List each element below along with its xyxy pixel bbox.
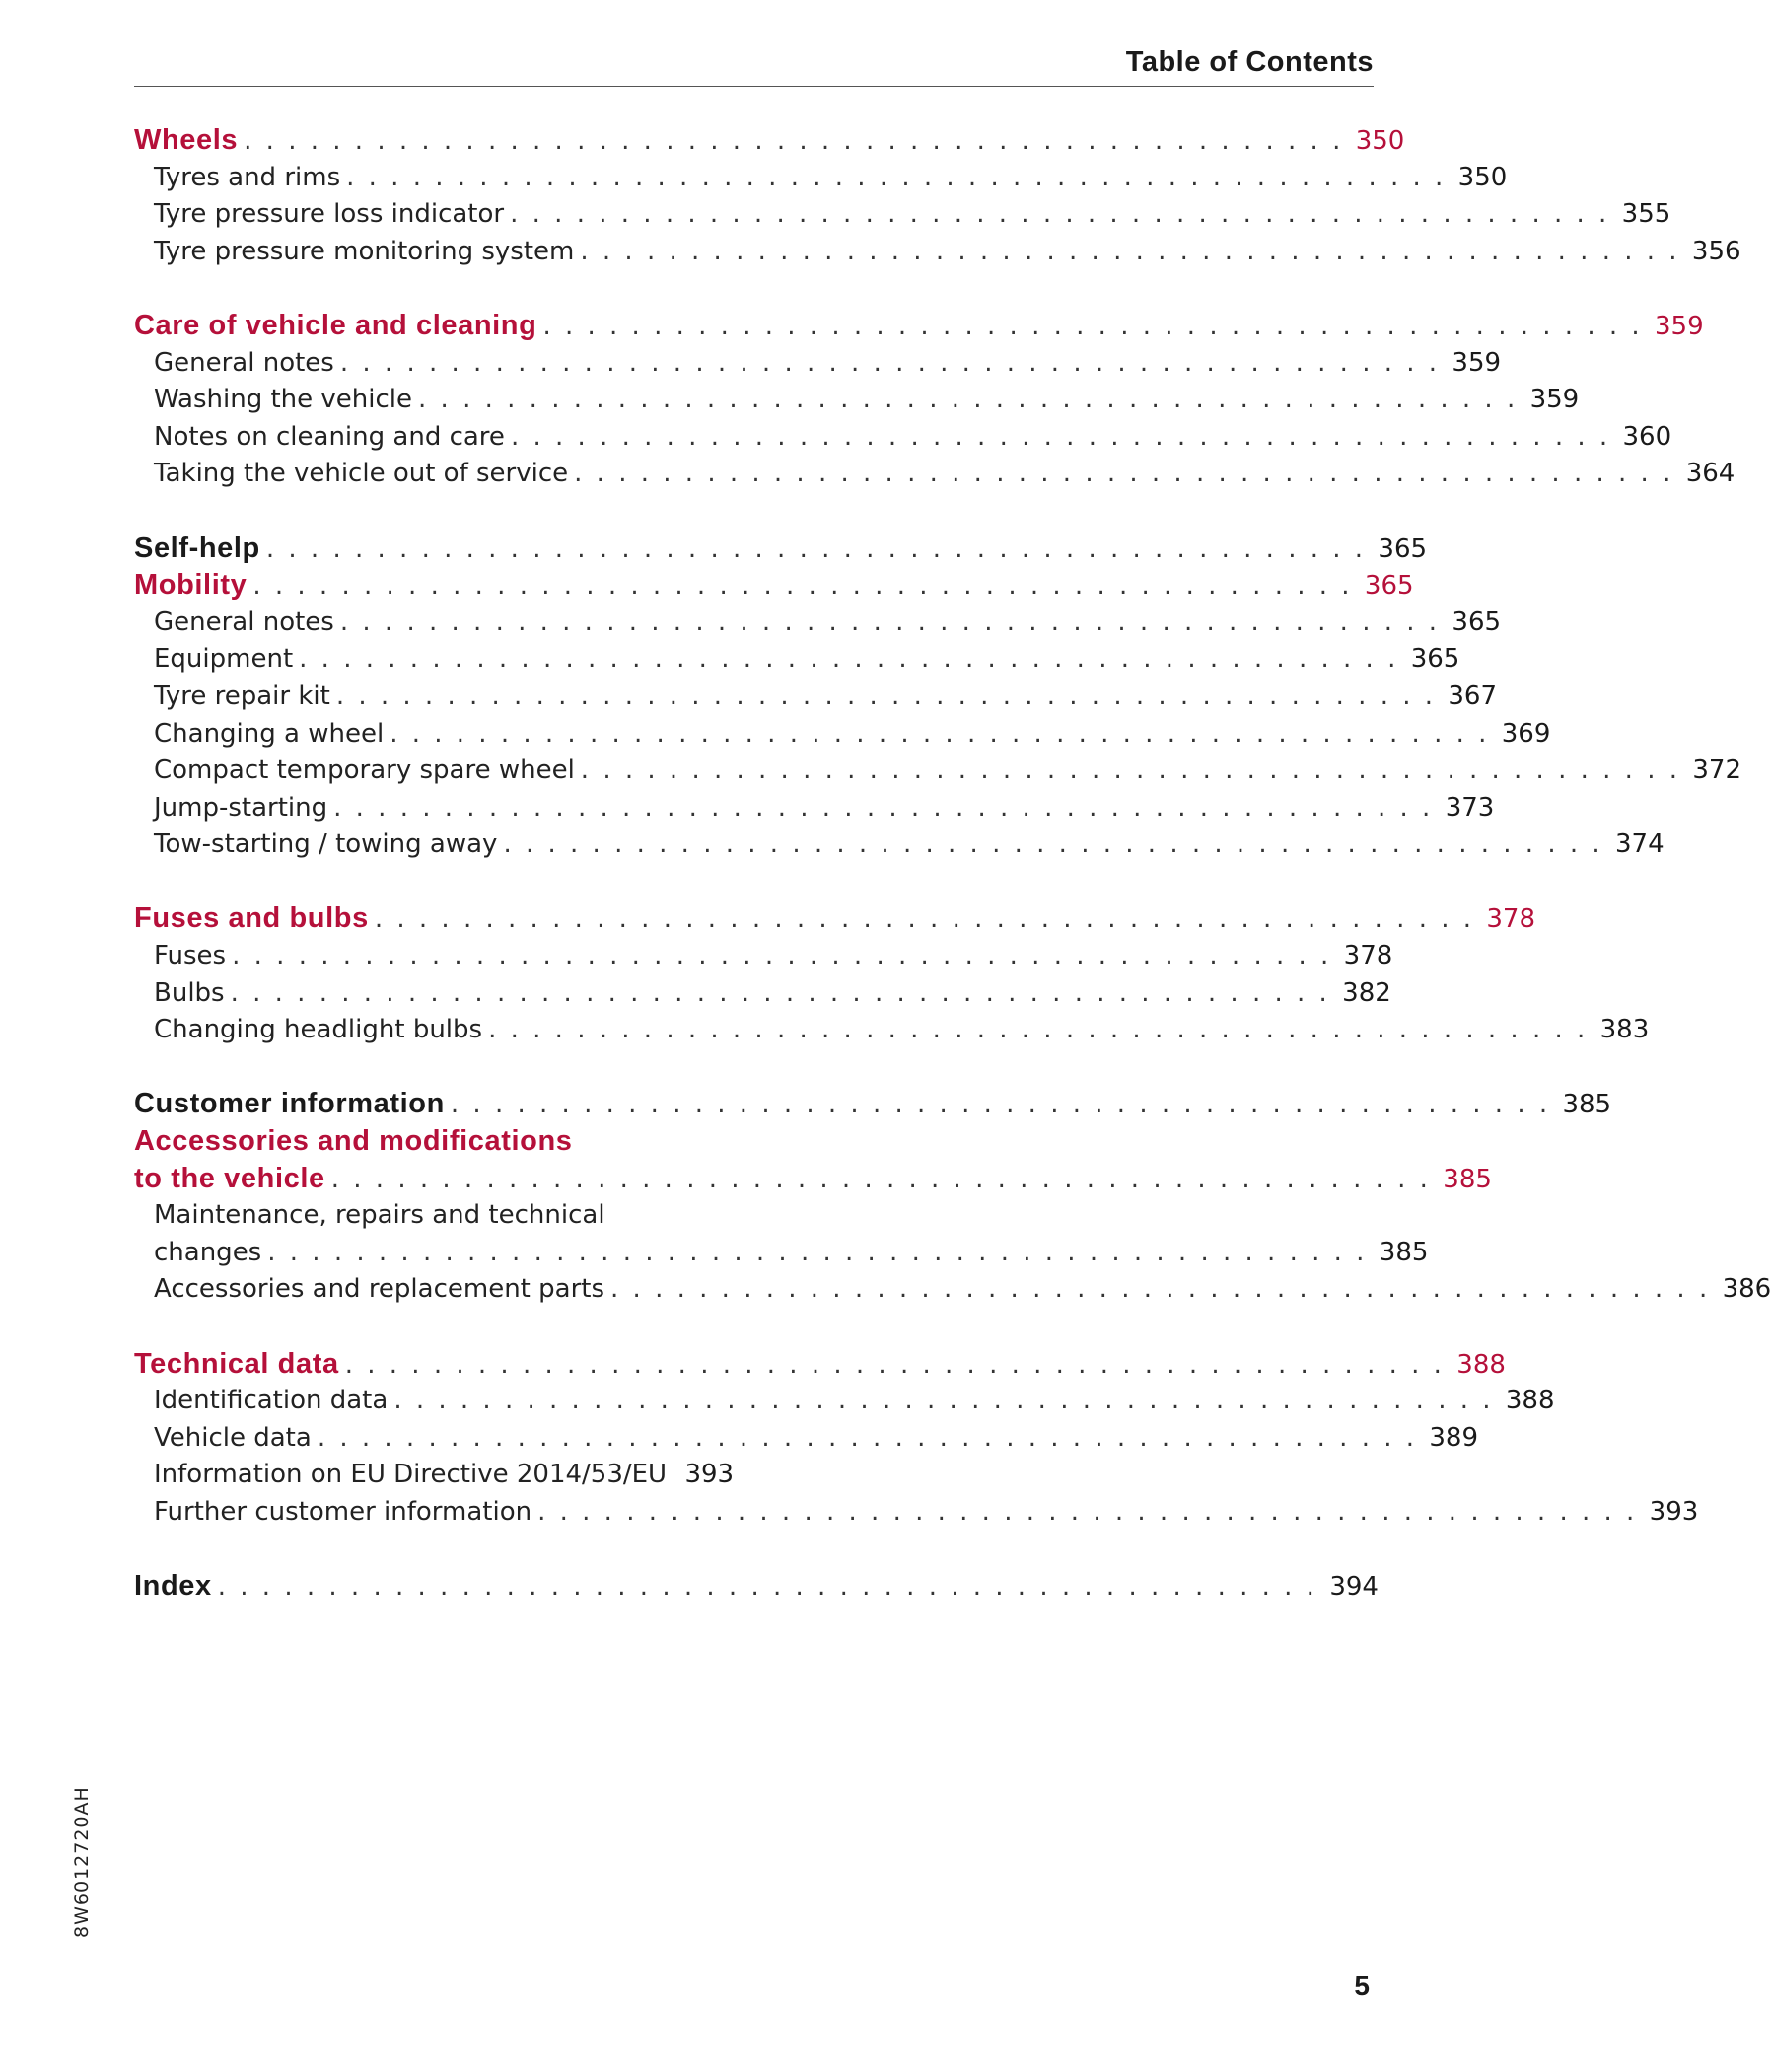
toc-page-number: 388 bbox=[1456, 1349, 1506, 1380]
dot-leader: . . . . . . . . . . . . . . . . . . . . . . . . . . . . . . . . . . . . . . . . . . . . . . . . . . bbox=[393, 1386, 1494, 1416]
page-number: 5 bbox=[1354, 1970, 1370, 2001]
dot-leader: . . . . . . . . . . . . . . . . . . . . . . . . . . . . . . . . . . . . . . . . . . . . . . . . . . bbox=[510, 199, 1610, 230]
toc-page-number: 365 bbox=[1378, 534, 1428, 564]
toc-entry[interactable] bbox=[134, 382, 1580, 419]
toc-page-number: 359 bbox=[1655, 311, 1704, 341]
toc-entry-label: Jump-starting bbox=[154, 792, 328, 822]
dot-leader: . . . . . . . . . . . . . . . . . . . . . . . . . . . . . . . . . . . . . . . . . . . . . . . . . . bbox=[610, 1274, 1711, 1305]
toc-section-entry[interactable] bbox=[134, 122, 1405, 160]
toc-entry[interactable] bbox=[134, 1383, 1555, 1420]
document-code: 8W6012720AH bbox=[71, 1786, 93, 1938]
toc-entry[interactable] bbox=[134, 1235, 1429, 1272]
dot-leader: . . . . . . . . . . . . . . . . . . . . . . . . . . . . . . . . . . . . . . . . . . . . . . . . . . bbox=[333, 792, 1434, 822]
toc-entry[interactable] bbox=[134, 1197, 726, 1235]
toc-section-entry[interactable] bbox=[134, 567, 1414, 605]
toc-entry-label: Changing headlight bulbs bbox=[154, 1015, 483, 1045]
toc-entry-label: Compact temporary spare wheel bbox=[154, 755, 575, 786]
dot-leader: . . . . . . . . . . . . . . . . . . . . . . . . . . . . . . . . . . . . . . . . . . . . . . . . . . bbox=[339, 607, 1441, 637]
toc-entry-label: Mobility bbox=[134, 569, 248, 602]
dot-leader: . . . . . . . . . . . . . . . . . . . . . . . . . . . . . . . . . . . . . . . . . . . . . . . . . . bbox=[317, 1422, 1418, 1453]
toc-entry[interactable] bbox=[134, 456, 1736, 493]
dot-leader: . . . . . . . . . . . . . . . . . . . . . . . . . . . . . . . . . . . . . . . . . . . . . . . . . . bbox=[217, 1572, 1317, 1603]
dot-leader: . . . . . . . . . . . . . . . . . . . . . . . . . . . . . . . . . . . . . . . . . . . . . . . . . . bbox=[265, 534, 1367, 564]
dot-leader: . . . . . . . . . . . . . . . . . . . . . . . . . . . . . . . . . . . . . . . . . . . . . . . . . . bbox=[542, 311, 1643, 341]
toc-page-number: 369 bbox=[1501, 718, 1551, 749]
dot-leader: . . . . . . . . . . . . . . . . . . . . . . . . . . . . . . . . . . . . . . . . . . . . . . . . . . bbox=[537, 1496, 1638, 1527]
toc-page-number: 385 bbox=[1379, 1237, 1429, 1267]
toc-entry[interactable] bbox=[134, 345, 1502, 383]
toc-entry-label: Changing a wheel bbox=[154, 718, 385, 749]
toc-page-number: 382 bbox=[1342, 977, 1391, 1008]
toc-entry-label: Tyre pressure monitoring system bbox=[154, 236, 575, 266]
toc-section-entry[interactable] bbox=[134, 1086, 1612, 1123]
toc-entry-label: Self-help bbox=[134, 532, 260, 564]
toc-entry-label: Further customer information bbox=[154, 1496, 532, 1527]
toc-entry[interactable] bbox=[134, 716, 1551, 753]
toc-entry[interactable] bbox=[134, 196, 1671, 234]
dot-leader: . . . . . . . . . . . . . . . . . . . . . . . . . . . . . . . . . . . . . . . . . . . . . . . . . . bbox=[330, 1164, 1431, 1194]
dot-leader: . . . . . . . . . . . . . . . . . . . . . . . . . . . . . . . . . . . . . . . . . . . . . . . . . . bbox=[267, 1237, 1368, 1267]
toc-entry-label: Notes on cleaning and care bbox=[154, 421, 505, 452]
dot-leader: . . . . . . . . . . . . . . . . . . . . . . . . . . . . . . . . . . . . . . . . . . . . . . . . . . bbox=[335, 680, 1437, 711]
dot-leader: . . . . . . . . . . . . . . . . . . . . . . . . . . . . . . . . . . . . . . . . . . . . . . . . . . bbox=[230, 977, 1330, 1008]
toc-entry-label: Taking the vehicle out of service bbox=[154, 459, 569, 489]
toc-entry-label: changes bbox=[154, 1237, 262, 1267]
toc-section-entry[interactable] bbox=[134, 531, 1428, 568]
toc-page-number: 389 bbox=[1429, 1422, 1479, 1453]
dot-leader: . . . . . . . . . . . . . . . . . . . . . . . . . . . . . . . . . . . . . . . . . . . . . . . . . . bbox=[344, 1349, 1445, 1380]
toc-entry[interactable] bbox=[134, 938, 1393, 975]
toc-section-entry[interactable] bbox=[134, 900, 1536, 938]
toc-page-number: 365 bbox=[1452, 607, 1502, 637]
dot-leader: . . . . . . . . . . . . . . . . . . . . . . . . . . . . . . . . . . . . . . . . . . . . . . . . . . bbox=[252, 571, 1353, 602]
toc-entry[interactable] bbox=[134, 752, 1741, 790]
toc-page-number: 350 bbox=[1355, 126, 1405, 156]
toc-page-number: 393 bbox=[1649, 1496, 1699, 1527]
toc-page-number: 355 bbox=[1621, 199, 1671, 230]
header-divider bbox=[134, 86, 1374, 87]
table-of-contents bbox=[134, 122, 1771, 1606]
toc-page-number: 359 bbox=[1452, 347, 1502, 378]
toc-entry[interactable] bbox=[134, 234, 1741, 271]
dot-leader: . . . . . . . . . . . . . . . . . . . . . . . . . . . . . . . . . . . . . . . . . . . . . . . . . . bbox=[339, 347, 1441, 378]
toc-section-entry[interactable] bbox=[134, 308, 1704, 345]
toc-entry-label: Accessories and replacement parts bbox=[154, 1274, 605, 1305]
toc-page-number: 383 bbox=[1599, 1015, 1650, 1045]
toc-page-number: 378 bbox=[1486, 904, 1536, 935]
toc-entry-label: General notes bbox=[154, 347, 334, 378]
dot-leader: . . . . . . . . . . . . . . . . . . . . . . . . . . . . . . . . . . . . . . . . . . . . . . . . . . bbox=[418, 385, 1519, 415]
dot-leader: . . . . . . . . . . . . . . . . . . . . . . . . . . . . . . . . . . . . . . . . . . . . . . . . . . bbox=[374, 904, 1475, 935]
dot-leader: . . . . . . . . . . . . . . . . . . . . . . . . . . . . . . . . . . . . . . . . . . . . . . . . . . bbox=[503, 829, 1603, 860]
toc-section-entry[interactable] bbox=[134, 1161, 1492, 1198]
toc-entry-label: Washing the vehicle bbox=[154, 385, 413, 415]
toc-entry-label: Equipment bbox=[154, 644, 294, 675]
toc-entry-label: to the vehicle bbox=[134, 1162, 325, 1194]
toc-page-number: 360 bbox=[1622, 421, 1672, 452]
toc-entry-label: Maintenance, repairs and technical bbox=[154, 1200, 605, 1231]
toc-entry[interactable] bbox=[134, 605, 1502, 642]
toc-entry[interactable] bbox=[134, 790, 1495, 827]
toc-entry-label: Index bbox=[134, 1570, 212, 1603]
dot-leader: . . . . . . . . . . . . . . . . . . . . . . . . . . . . . . . . . . . . . . . . . . . . . . . . . . bbox=[244, 126, 1344, 156]
toc-page-number: 374 bbox=[1615, 829, 1665, 860]
toc-page-number: 364 bbox=[1685, 459, 1736, 489]
toc-entry-label: Wheels bbox=[134, 124, 239, 156]
toc-page-number: 386 bbox=[1722, 1274, 1771, 1305]
toc-entry-label: Information on EU Directive 2014/53/EU bbox=[154, 1460, 668, 1490]
toc-entry-label: Customer information bbox=[134, 1088, 445, 1120]
toc-page-number: 356 bbox=[1691, 236, 1741, 266]
toc-page-number: 373 bbox=[1445, 792, 1495, 822]
dot-leader: . . . . . . . . . . . . . . . . . . . . . . . . . . . . . . . . . . . . . . . . . . . . . . . . . . bbox=[299, 644, 1399, 675]
dot-leader: . . . . . . . . . . . . . . . . . . . . . . . . . . . . . . . . . . . . . . . . . . . . . . . . . . bbox=[346, 162, 1447, 192]
toc-page-number: 350 bbox=[1457, 162, 1508, 192]
toc-entry-label: Fuses and bulbs bbox=[134, 902, 369, 935]
toc-entry[interactable] bbox=[134, 975, 1391, 1013]
dot-leader: . . . . . . . . . . . . . . . . . . . . . . . . . . . . . . . . . . . . . . . . . . . . . . . . . . bbox=[574, 459, 1674, 489]
toc-page-number: 365 bbox=[1364, 571, 1414, 602]
toc-entry-label: Tyre pressure loss indicator bbox=[154, 199, 505, 230]
toc-page-number: 359 bbox=[1529, 385, 1580, 415]
dot-leader: . . . . . . . . . . . . . . . . . . . . . . . . . . . . . . . . . . . . . . . . . . . . . . . . . . bbox=[488, 1015, 1589, 1045]
toc-entry-label: Fuses bbox=[154, 941, 227, 971]
dot-leader: . . . . . . . . . . . . . . . . . . . . . . . . . . . . . . . . . . . . . . . . . . . . . . . . . . bbox=[390, 718, 1490, 749]
toc-entry-label: Accessories and modifications bbox=[134, 1125, 573, 1158]
dot-leader: . . . . . . . . . . . . . . . . . . . . . . . . . . . . . . . . . . . . . . . . . . . . . . . . . . bbox=[580, 755, 1680, 786]
toc-entry-label: Tow-starting / towing away bbox=[154, 829, 498, 860]
toc-page-number: 372 bbox=[1692, 755, 1741, 786]
toc-entry-label: Technical data bbox=[134, 1347, 339, 1380]
toc-entry[interactable] bbox=[134, 1271, 1771, 1309]
toc-page-number: 393 bbox=[684, 1460, 735, 1490]
toc-entry[interactable] bbox=[134, 1420, 1479, 1458]
toc-entry-label: Tyre repair kit bbox=[154, 680, 330, 711]
page-title: Table of Contents bbox=[1125, 46, 1374, 78]
toc-page-number: 365 bbox=[1410, 644, 1460, 675]
toc-entry[interactable] bbox=[134, 679, 1498, 716]
toc-page-number: 378 bbox=[1343, 941, 1393, 971]
toc-section-entry[interactable] bbox=[134, 1346, 1506, 1384]
toc-entry[interactable] bbox=[134, 826, 1665, 864]
dot-leader: . . . . . . . . . . . . . . . . . . . . . . . . . . . . . . . . . . . . . . . . . . . . . . . . . . bbox=[580, 236, 1680, 266]
toc-entry-label: Identification data bbox=[154, 1386, 389, 1416]
toc-entry-label: Vehicle data bbox=[154, 1422, 312, 1453]
toc-entry-label: Care of vehicle and cleaning bbox=[134, 309, 537, 341]
toc-page-number: 394 bbox=[1329, 1572, 1379, 1603]
toc-page-number: 367 bbox=[1448, 680, 1498, 711]
toc-entry[interactable] bbox=[134, 1012, 1650, 1049]
toc-entry-label: Bulbs bbox=[154, 977, 225, 1008]
toc-section-entry[interactable] bbox=[134, 1123, 726, 1161]
toc-section-entry[interactable] bbox=[134, 1568, 1379, 1606]
toc-page-number: 385 bbox=[1562, 1090, 1612, 1120]
toc-entry[interactable] bbox=[134, 160, 1508, 197]
toc-entry[interactable] bbox=[134, 419, 1672, 457]
toc-entry-label: Tyres and rims bbox=[154, 162, 341, 192]
dot-leader: . . . . . . . . . . . . . . . . . . . . . . . . . . . . . . . . . . . . . . . . . . . . . . . . . . bbox=[510, 421, 1611, 452]
toc-page-number: 388 bbox=[1505, 1386, 1555, 1416]
toc-entry[interactable] bbox=[134, 1457, 735, 1494]
dot-leader: . . . . . . . . . . . . . . . . . . . . . . . . . . . . . . . . . . . . . . . . . . . . . . . . . . bbox=[232, 941, 1332, 971]
toc-entry[interactable] bbox=[134, 1494, 1699, 1532]
toc-page-number: 385 bbox=[1443, 1164, 1492, 1194]
dot-leader: . . . . . . . . . . . . . . . . . . . . . . . . . . . . . . . . . . . . . . . . . . . . . . . . . . bbox=[450, 1090, 1551, 1120]
toc-entry[interactable] bbox=[134, 641, 1460, 679]
toc-entry-label: General notes bbox=[154, 607, 334, 637]
